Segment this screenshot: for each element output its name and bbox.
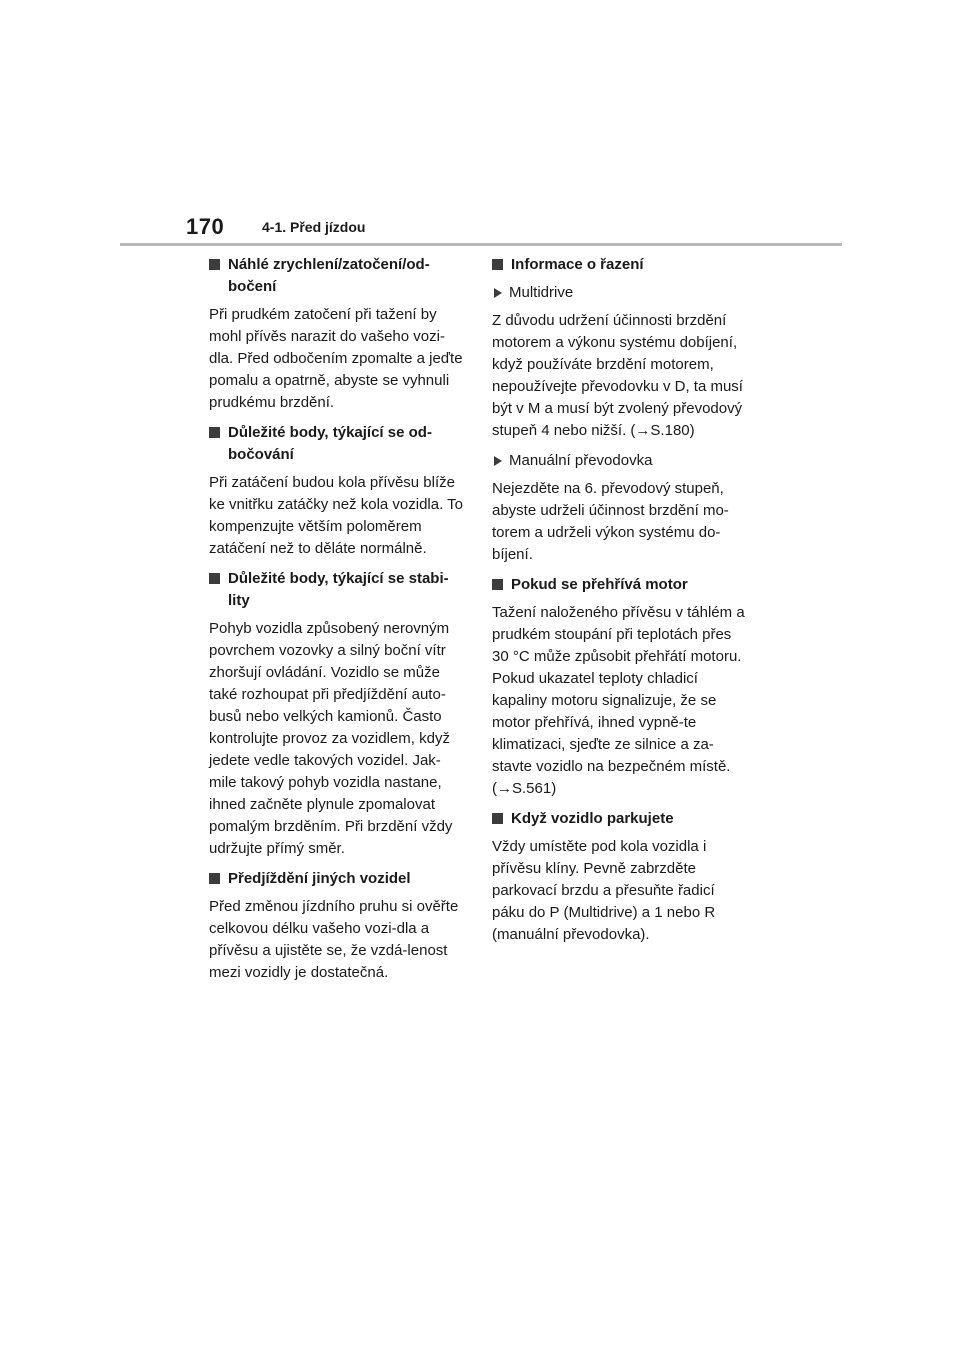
square-bullet-icon [209,259,220,270]
heading-text: Informace o řazení [511,256,644,273]
paragraph: Při prudkém zatočení při tažení by mohl přívěs narazit do vašeho vozi-dla. Před odbočením zpomalte a jeďte pomalu a opatrně, abyste se vyhnuli prudkému brzdění. [209,306,463,411]
left-column [209,254,465,992]
paragraph: Vždy umístěte pod kola vozidla i přívěsu klíny. Pevně zabrzděte parkovací brzdu a přesuňte řadicí páku do P (Multidrive) a 1 nebo R (manuální převodovka). [492,838,716,943]
square-bullet-icon [209,427,220,438]
page-number: 170 [186,214,225,239]
paragraph: Tažení naloženého přívěsu v táhlém a prudkém stoupání při teplotách přes 30 °C může způsobit přehřátí motoru. Pokud ukazatel teploty chladicí kapaliny motoru signalizuje, že se motor přehřívá, ihned vypně-te klimatizaci, sjeďte ze silnice a za-stavte vozidlo na bezpečném místě. (→S.561) [492,604,745,797]
square-bullet-icon [492,579,503,590]
paragraph: Z důvodu udržení účinnosti brzdění motorem a výkonu systému dobíjení, když používáte brzdění motorem, nepoužívejte převodovku v D, ta musí být v M a musí být zvolený převodový stupeň 4 nebo nižší. (→S.180) [492,312,743,439]
paragraph: Nejezděte na 6. převodový stupeň, abyste udrželi účinnost brzdění mo-torem a udrželi výkon systému do-bíjení. [492,480,729,563]
square-bullet-icon [209,873,220,884]
section-heading [209,568,465,612]
paragraph: Před změnou jízdního pruhu si ověřte celkovou délku vašeho vozi-dla a přívěsu a ujistěte se, že vzdá-lenost mezi vozidly je dostatečná. [209,898,459,981]
paragraph: Pohyb vozidla způsobený nerovným povrchem vozovky a silný boční vítr zhoršují ovládání. Vozidlo se může také rozhoupat při předjíždění auto-busů nebo velkých kamionů. Často kontrolujte provoz za vozidlem, když jedete vedle takových vozidel. Jak-mile takový pohyb vozidla nastane, ihned začněte plynule zpomalovat pomalým brzděním. Při brzdění vždy udržujte přímý směr. [209,620,453,857]
triangle-bullet-icon [494,456,502,466]
heading-text: Náhlé zrychlení/zatočení/od-bočení [228,256,430,295]
section-heading [209,868,465,890]
sub-heading [492,450,748,472]
square-bullet-icon [492,259,503,270]
paragraph: Při zatáčení budou kola přívěsu blíže ke vnitřku zatáčky než kola vozidla. To kompenzujte větším poloměrem zatáčení než to děláte normálně. [209,474,464,557]
sub-heading [492,282,748,304]
section-heading [492,574,748,596]
triangle-bullet-icon [494,288,502,298]
section-heading [209,422,465,466]
right-column [492,254,748,954]
section-heading [492,808,748,830]
square-bullet-icon [209,573,220,584]
heading-text: Důležité body, týkající se stabi-lity [228,570,449,609]
heading-text: Pokud se přehřívá motor [511,576,688,593]
section-title: 4-1. Před jízdou [262,219,366,235]
heading-text: Předjíždění jiných vozidel [228,870,411,887]
sub-heading-text: Manuální převodovka [509,452,653,469]
heading-text: Když vozidlo parkujete [511,810,674,827]
section-heading [492,254,748,276]
header-rule [120,243,842,246]
square-bullet-icon [492,813,503,824]
sub-heading-text: Multidrive [509,284,574,301]
section-heading [209,254,465,298]
heading-text: Důležité body, týkající se od-bočování [228,424,432,463]
